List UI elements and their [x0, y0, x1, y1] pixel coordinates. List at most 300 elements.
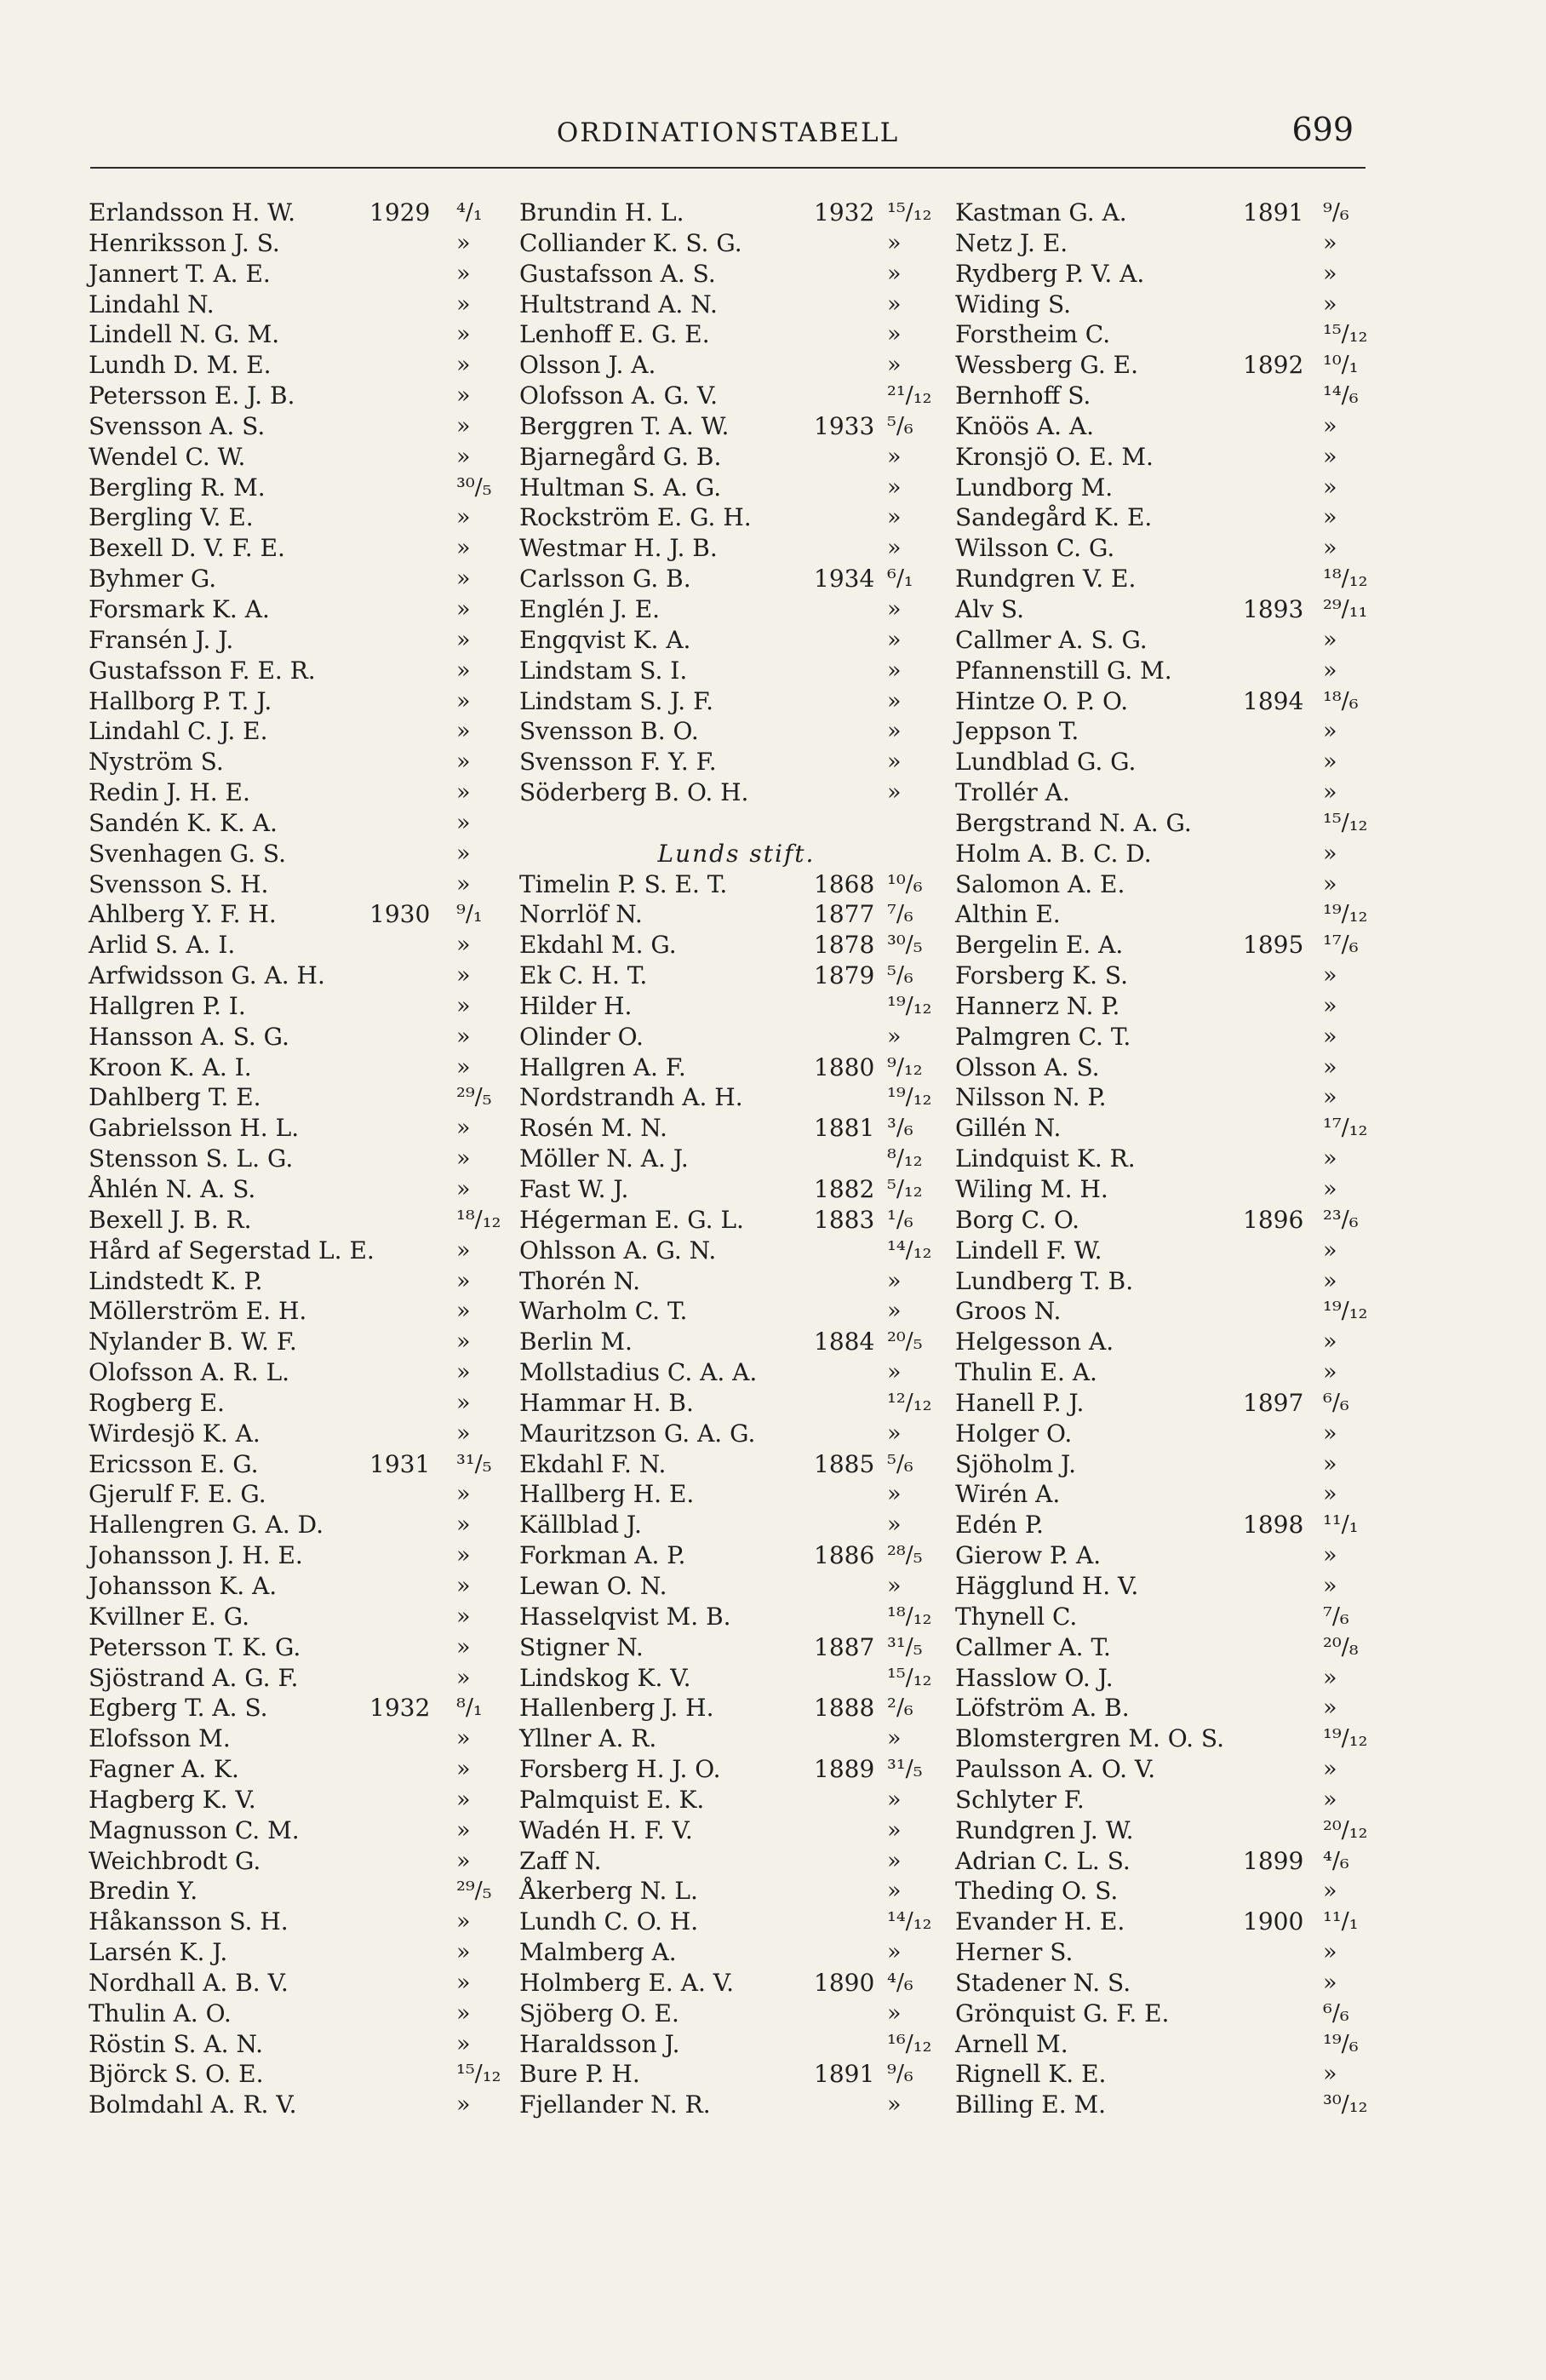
- ordinand-name: Gustafsson F. E. R.: [89, 656, 316, 685]
- ordination-date: ⁴/₆: [887, 1969, 913, 1996]
- ordinand-name: Hansson A. S. G.: [89, 1022, 289, 1051]
- ordinand-name: Lundborg M.: [955, 473, 1114, 502]
- ordinand-name: Olsson J. A.: [519, 351, 656, 380]
- ordinand-name: Bergling V. E.: [89, 503, 254, 532]
- ordinand-name: Wadén H. F. V.: [519, 1815, 693, 1844]
- table-row: [89, 686, 497, 717]
- ordination-date: »: [887, 1725, 902, 1752]
- page-header: [90, 109, 1366, 169]
- table-row: [955, 686, 1381, 717]
- ordination-date: ⁹/₁₂: [887, 1053, 923, 1081]
- table-row: [89, 442, 497, 473]
- ordinand-name: Thorén N.: [519, 1266, 641, 1295]
- ordination-date: »: [1323, 412, 1337, 439]
- ordination-date: »: [1323, 870, 1337, 898]
- ordination-date: »: [456, 1267, 471, 1294]
- table-row: [955, 381, 1381, 411]
- ordination-date: ¹⁵/₁₂: [887, 199, 932, 226]
- ordination-year: 1899: [1243, 1846, 1304, 1875]
- table-row: [955, 1479, 1381, 1510]
- ordinand-name: Fjellander N. R.: [519, 2090, 711, 2119]
- ordination-date: ⁵/₆: [887, 962, 913, 989]
- ordination-date: »: [456, 1633, 471, 1660]
- ordination-date: »: [456, 1145, 471, 1173]
- table-row: [519, 1571, 953, 1602]
- table-row: [519, 319, 953, 350]
- table-row: [955, 1266, 1381, 1297]
- ordinand-name: Netz J. E.: [955, 228, 1068, 257]
- ordination-date: »: [887, 229, 902, 256]
- ordination-date: »: [456, 1298, 471, 1325]
- table-row: [519, 777, 953, 808]
- table-row: [89, 473, 497, 503]
- ordinand-name: Sjöstrand A. G. F.: [89, 1663, 299, 1692]
- ordination-date: »: [456, 443, 471, 470]
- ordinand-name: Lindell N. G. M.: [89, 320, 280, 349]
- table-row: [955, 1205, 1381, 1236]
- ordination-date: ¹⁴/₁₂: [887, 1236, 932, 1264]
- ordination-date: ¹⁰/₁: [1323, 352, 1359, 379]
- ordinand-name: Bernhoff S.: [955, 381, 1091, 410]
- table-row: [89, 1968, 497, 1999]
- ordination-date: »: [887, 473, 902, 501]
- ordinand-name: Knöös A. A.: [955, 411, 1095, 440]
- ordinand-name: Wiling M. H.: [955, 1175, 1108, 1203]
- ordination-date: »: [1323, 1359, 1337, 1386]
- ordination-year: 1900: [1243, 1907, 1304, 1936]
- ordinand-name: Arfwidsson G. A. H.: [89, 961, 325, 990]
- ordinand-name: Bergling R. M.: [89, 473, 266, 502]
- ordinand-name: Lindstam S. I.: [519, 656, 688, 685]
- ordination-date: ¹⁰/₆: [887, 870, 923, 898]
- ordination-date: »: [1323, 1572, 1337, 1599]
- ordination-year: 1930: [369, 900, 431, 929]
- table-row: [955, 961, 1381, 991]
- ordination-date: »: [887, 290, 902, 318]
- ordinand-name: Forstheim C.: [955, 320, 1111, 349]
- table-row: [89, 1693, 497, 1723]
- table-row: [955, 1327, 1381, 1357]
- table-row: [955, 198, 1381, 228]
- ordination-date: ¹⁴/₆: [1323, 382, 1359, 410]
- ordination-date: »: [456, 1023, 471, 1050]
- ordination-year: 1929: [369, 198, 431, 227]
- ordination-date: ¹⁹/₁₂: [887, 1084, 932, 1111]
- table-row: [89, 1876, 497, 1907]
- table-row: [89, 259, 497, 290]
- ordination-date: ²³/₆: [1323, 1206, 1359, 1233]
- ordinand-name: Stadener N. S.: [955, 1968, 1131, 1997]
- table-row: [519, 1144, 953, 1174]
- ordination-date: »: [1323, 718, 1337, 745]
- table-row: [955, 1785, 1381, 1815]
- ordinand-name: Evander H. E.: [955, 1907, 1125, 1936]
- ordinand-name: Berggren T. A. W.: [519, 411, 730, 440]
- ordinand-name: Norrlöf N.: [519, 900, 643, 929]
- table-row: [89, 2029, 497, 2060]
- table-row: [89, 319, 497, 350]
- ordination-date: ¹⁸/₁₂: [1323, 565, 1368, 593]
- table-row: [89, 1388, 497, 1419]
- ordination-date: »: [456, 1053, 471, 1081]
- ordination-date: ⁹/₆: [1323, 199, 1349, 226]
- ordination-date: »: [887, 748, 902, 776]
- table-row: [519, 1449, 953, 1480]
- ordination-year: 1932: [814, 198, 875, 227]
- table-row: [955, 1236, 1381, 1266]
- ordinand-name: Theding O. S.: [955, 1877, 1119, 1906]
- table-row: [519, 1022, 953, 1052]
- ordination-date: »: [1323, 535, 1337, 562]
- ordination-year: 1931: [369, 1449, 431, 1478]
- table-row: [519, 747, 953, 777]
- table-row: [89, 1632, 497, 1663]
- ordination-date: ²/₆: [887, 1695, 913, 1722]
- ordination-year: 1879: [814, 961, 875, 990]
- ordination-date: ¹⁵/₁₂: [1323, 809, 1368, 836]
- ordination-date: »: [456, 1359, 471, 1386]
- table-row: [955, 1082, 1381, 1113]
- table-row: [89, 839, 497, 869]
- ordination-date: ⁹/₁: [456, 901, 483, 928]
- table-row: [519, 1510, 953, 1540]
- table-row: [519, 1602, 953, 1632]
- table-row: [89, 1815, 497, 1846]
- table-row: [955, 473, 1381, 503]
- table-row: [89, 2059, 501, 2090]
- ordination-date: »: [456, 779, 471, 806]
- ordinand-name: Thulin A. O.: [89, 1999, 232, 2027]
- ordination-date: »: [456, 382, 471, 410]
- ordinand-name: Hanell P. J.: [955, 1388, 1085, 1417]
- ordination-date: »: [887, 1511, 902, 1539]
- table-row: [955, 1602, 1381, 1632]
- table-row: [955, 564, 1381, 594]
- ordination-date: »: [1323, 748, 1337, 776]
- ordination-year: 1888: [814, 1694, 875, 1723]
- table-row: [519, 1296, 953, 1327]
- table-row: [89, 1510, 497, 1540]
- ordinand-name: Svensson A. S.: [89, 411, 266, 440]
- ordinand-name: Pfannenstill G. M.: [955, 656, 1172, 685]
- ordination-date: »: [887, 443, 902, 470]
- table-row: [955, 350, 1381, 381]
- ordinand-name: Wendel C. W.: [89, 442, 246, 471]
- ordination-date: »: [887, 1847, 902, 1874]
- table-row: [519, 1815, 953, 1846]
- table-row: [89, 1174, 497, 1205]
- ordination-date: »: [456, 1999, 471, 2027]
- table-row: [519, 1968, 953, 1999]
- table-row: [89, 1144, 497, 1174]
- ordinand-name: Hagberg K. V.: [89, 1785, 256, 1814]
- ordination-date: »: [887, 1023, 902, 1050]
- ordination-date: ¹⁴/₁₂: [887, 1908, 932, 1936]
- ordination-date: ¹⁷/₆: [1323, 932, 1359, 959]
- table-row: [955, 1754, 1381, 1785]
- running-title: ORDINATIONSTABELL: [556, 118, 900, 148]
- ordinand-name: Nordstrandh A. H.: [519, 1083, 743, 1112]
- ordinand-name: Lindell F. W.: [955, 1236, 1102, 1265]
- ordinand-name: Lundblad G. G.: [955, 748, 1137, 777]
- table-row: [955, 228, 1381, 259]
- table-row: [955, 1999, 1381, 2029]
- ordination-year: 1897: [1243, 1388, 1304, 1417]
- ordination-date: ¹⁹/₁₂: [1323, 901, 1368, 928]
- table-row: [89, 808, 497, 839]
- table-row: [955, 1876, 1381, 1907]
- ordinand-name: Bergstrand N. A. G.: [955, 808, 1192, 837]
- ordination-date: »: [887, 626, 902, 653]
- table-row: [519, 1236, 953, 1266]
- ordination-date: »: [456, 1816, 471, 1844]
- ordinand-name: Althin E.: [955, 900, 1061, 929]
- ordinand-name: Fast W. J.: [519, 1175, 629, 1203]
- ordination-date: »: [456, 748, 471, 776]
- ordination-date: »: [1323, 657, 1337, 684]
- ordinand-name: Olsson A. S.: [955, 1052, 1100, 1081]
- table-row: [519, 1052, 953, 1083]
- table-row: [519, 625, 953, 656]
- ordination-date: »: [456, 565, 471, 593]
- ordination-date: »: [1323, 290, 1337, 318]
- table-row: [519, 1754, 953, 1785]
- ordinand-name: Elofsson M.: [89, 1724, 231, 1753]
- column-2: [519, 198, 953, 2120]
- ordinand-name: Olofsson A. G. V.: [519, 381, 719, 410]
- table-row: [519, 869, 953, 900]
- table-row: [519, 1693, 953, 1723]
- ordination-date: »: [456, 1115, 471, 1142]
- ordination-year: 1898: [1243, 1511, 1304, 1540]
- ordinand-name: Bexell D. V. F. E.: [89, 534, 285, 563]
- ordinand-name: Wessberg G. E.: [955, 351, 1139, 380]
- ordination-date: ³/₆: [887, 1115, 913, 1142]
- ordination-date: »: [456, 809, 471, 836]
- ordination-date: »: [887, 657, 902, 684]
- ordination-date: ⁶/₆: [1323, 1999, 1349, 2027]
- ordinand-name: Timelin P. S. E. T.: [519, 869, 728, 898]
- table-row: [89, 502, 497, 533]
- ordinand-name: Magnusson C. M.: [89, 1815, 300, 1844]
- ordinand-name: Bergelin E. A.: [955, 931, 1124, 960]
- ordination-date: »: [1323, 1328, 1337, 1356]
- ordination-date: »: [887, 1359, 902, 1386]
- ordination-date: »: [887, 504, 902, 531]
- ordinand-name: Söderberg B. O. H.: [519, 778, 749, 807]
- ordinand-name: Rydberg P. V. A.: [955, 259, 1145, 288]
- table-row: [955, 319, 1381, 350]
- ordination-date: ¹⁸/₁₂: [456, 1206, 501, 1233]
- ordinand-name: Edén P.: [955, 1511, 1044, 1540]
- ordinand-name: Jannert T. A. E.: [89, 259, 271, 288]
- ordination-date: ⁶/₁: [887, 565, 913, 593]
- ordinand-name: Engqvist K. A.: [519, 625, 691, 654]
- ordinand-name: Svensson S. H.: [89, 869, 269, 898]
- ordinand-name: Gjerulf F. E. G.: [89, 1480, 266, 1509]
- ordinand-name: Erlandsson H. W.: [89, 198, 295, 227]
- ordinand-name: Holm A. B. C. D.: [955, 839, 1152, 868]
- ordination-date: ¹⁹/₁₂: [887, 992, 932, 1019]
- table-row: [519, 2090, 953, 2120]
- ordinand-name: Fransén J. J.: [89, 625, 234, 654]
- ordinand-name: Lindskog K. V.: [519, 1663, 691, 1692]
- ordinand-name: Ekdahl F. N.: [519, 1449, 667, 1478]
- table-row: [955, 1419, 1381, 1449]
- ordinand-name: Lenhoff E. G. E.: [519, 320, 710, 349]
- ordination-year: 1896: [1243, 1205, 1304, 1234]
- table-row: [89, 777, 497, 808]
- ordination-date: »: [456, 1908, 471, 1936]
- table-row: [89, 930, 497, 961]
- ordinand-name: Schlyter F.: [955, 1785, 1085, 1814]
- table-row: [955, 899, 1381, 930]
- table-row: [89, 991, 497, 1022]
- ordination-year: 1881: [814, 1114, 875, 1143]
- ordination-date: »: [456, 2030, 471, 2057]
- ordinand-name: Möllerström E. H.: [89, 1297, 307, 1326]
- table-row: [89, 1602, 497, 1632]
- ordinand-name: Kroon K. A. I.: [89, 1052, 252, 1081]
- table-row: [89, 1082, 497, 1113]
- ordination-date: »: [456, 962, 471, 989]
- section-heading: [519, 839, 953, 869]
- ordinand-name: Johansson J. H. E.: [89, 1541, 303, 1570]
- ordinand-name: Forsmark K. A.: [89, 594, 270, 623]
- ordinand-name: Widing S.: [955, 290, 1072, 318]
- ordination-date: »: [887, 718, 902, 745]
- ordinand-name: Yllner A. R.: [519, 1724, 657, 1753]
- table-row: [955, 839, 1381, 869]
- ordinand-name: Borg C. O.: [955, 1205, 1080, 1234]
- ordination-date: ⁵/₆: [887, 1450, 913, 1477]
- ordinand-name: Bjarnegård G. B.: [519, 442, 722, 471]
- table-row: [519, 656, 953, 686]
- ordination-date: ³¹/₅: [887, 1756, 923, 1783]
- ordination-date: ²¹/₁₂: [887, 382, 932, 410]
- table-row: [955, 1846, 1381, 1877]
- ordinand-name: Malmberg A.: [519, 1938, 677, 1967]
- ordination-date: »: [456, 1756, 471, 1783]
- ordinand-name: Palmquist E. K.: [519, 1785, 705, 1814]
- ordination-date: ¹⁵/₁₂: [887, 1664, 932, 1691]
- ordinand-name: Hultstrand A. N.: [519, 290, 718, 318]
- table-row: [955, 716, 1381, 747]
- ordination-date: »: [456, 1969, 471, 1996]
- ordination-date: »: [456, 1389, 471, 1416]
- ordinand-name: Lindahl C. J. E.: [89, 717, 268, 746]
- ordination-date: ⁷/₆: [887, 901, 913, 928]
- ordinand-name: Bure P. H.: [519, 2060, 640, 2089]
- ordinand-name: Holmberg E. A. V.: [519, 1968, 734, 1997]
- table-row: [519, 502, 953, 533]
- ordination-date: »: [887, 1939, 902, 1966]
- ordination-date: ¹⁷/₁₂: [1323, 1115, 1368, 1142]
- ordinand-name: Rosén M. N.: [519, 1114, 667, 1143]
- table-row: [89, 1205, 501, 1236]
- ordination-year: 1932: [369, 1694, 431, 1723]
- ordinand-name: Henriksson J. S.: [89, 228, 280, 257]
- ordination-year: 1934: [814, 565, 875, 594]
- ordination-date: »: [887, 260, 902, 287]
- table-row: [955, 2090, 1381, 2120]
- ordination-date: »: [456, 1328, 471, 1356]
- table-row: [519, 1479, 953, 1510]
- table-row: [89, 1723, 497, 1754]
- ordination-date: »: [456, 352, 471, 379]
- ordination-date: »: [456, 504, 471, 531]
- table-row: [519, 228, 953, 259]
- ordinand-name: Hannerz N. P.: [955, 991, 1120, 1020]
- ordinand-name: Blomstergren M. O. S.: [955, 1724, 1224, 1753]
- table-row: [89, 1907, 497, 1937]
- ordination-date: »: [456, 687, 471, 714]
- ordinand-name: Sjöholm J.: [955, 1449, 1076, 1478]
- table-row: [955, 808, 1381, 839]
- ordination-date: »: [456, 626, 471, 653]
- ordination-date: »: [456, 595, 471, 622]
- table-row: [89, 2090, 497, 2120]
- table-row: [519, 1174, 953, 1205]
- table-row: [89, 716, 497, 747]
- ordinand-name: Herner S.: [955, 1938, 1074, 1967]
- ordination-date: »: [1323, 229, 1337, 256]
- ordinand-name: Colliander K. S. G.: [519, 228, 742, 257]
- ordinand-name: Bredin Y.: [89, 1877, 198, 1906]
- table-row: [955, 290, 1381, 320]
- table-row: [519, 686, 953, 717]
- table-row: [519, 259, 953, 290]
- ordination-date: ²⁰/₈: [1323, 1633, 1359, 1660]
- table-row: [89, 1357, 497, 1388]
- table-row: [519, 1357, 953, 1388]
- ordinand-name: Gustafsson A. S.: [519, 259, 716, 288]
- ordinand-name: Hård af Segerstad L. E.: [89, 1236, 375, 1265]
- ordination-date: »: [456, 1664, 471, 1691]
- ordinand-name: Thynell C.: [955, 1602, 1078, 1631]
- ordination-date: »: [456, 2091, 471, 2119]
- ordination-date: »: [456, 1542, 471, 1569]
- ordinand-name: Hallgren P. I.: [89, 991, 246, 1020]
- table-row: [519, 1082, 953, 1113]
- ordination-year: 1933: [814, 411, 875, 440]
- ordination-date: »: [456, 1786, 471, 1813]
- ordination-year: 1894: [1243, 686, 1304, 715]
- ordination-date: »: [1323, 1756, 1337, 1783]
- ordination-date: »: [456, 1481, 471, 1508]
- ordination-date: ¹⁵/₁₂: [456, 2061, 501, 2088]
- ordination-date: ³¹/₅: [456, 1450, 492, 1477]
- table-row: [955, 869, 1381, 900]
- table-row: [519, 1846, 953, 1877]
- ordinand-name: Redin J. H. E.: [89, 778, 250, 807]
- ordinand-name: Gabrielsson H. L.: [89, 1114, 300, 1143]
- table-row: [519, 290, 953, 320]
- ordination-year: 1884: [814, 1328, 875, 1356]
- ordinand-name: Hägglund H. V.: [955, 1571, 1139, 1600]
- table-row: [89, 656, 497, 686]
- ordination-date: ⁵/₁₂: [887, 1176, 923, 1202]
- ordinand-name: Zaff N.: [519, 1846, 602, 1875]
- ordination-year: 1885: [814, 1449, 875, 1478]
- table-row: [955, 594, 1381, 625]
- ordinand-name: Jeppson T.: [955, 717, 1079, 746]
- ordination-date: ¹²/₁₂: [887, 1389, 932, 1416]
- ordinand-name: Lundh C. O. H.: [519, 1907, 699, 1936]
- table-row: [89, 1022, 497, 1052]
- ordinand-name: Mauritzson G. A. G.: [519, 1419, 756, 1448]
- ordination-date: »: [456, 1847, 471, 1874]
